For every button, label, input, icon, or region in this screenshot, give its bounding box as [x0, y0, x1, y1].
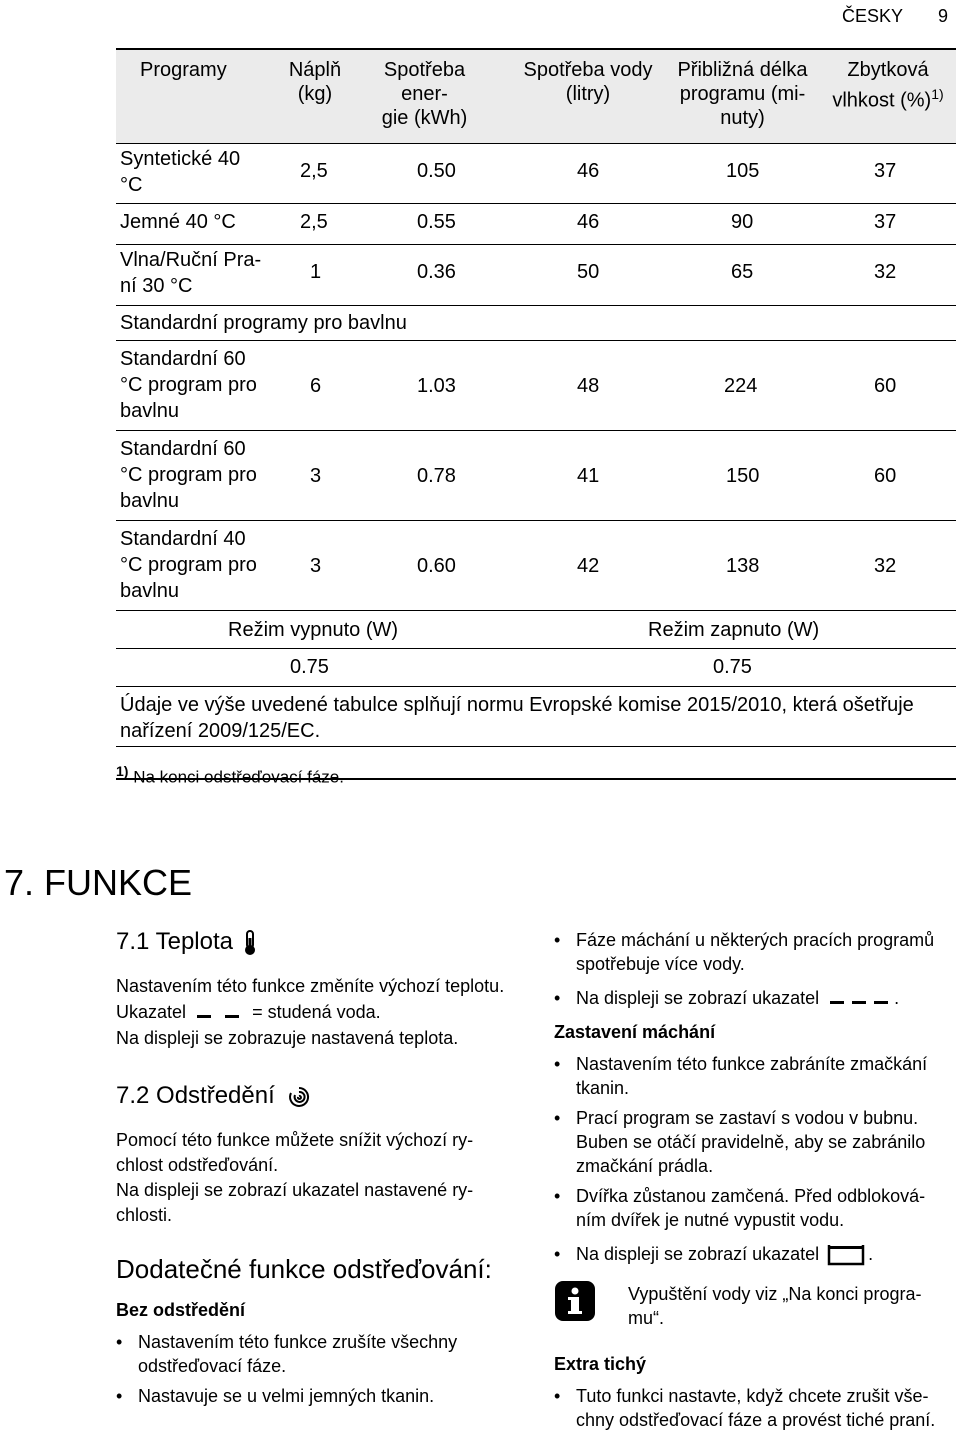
table-rule [116, 430, 956, 431]
spin-desc: Pomocí této funkce můžete snížit výchozí ry- chlost odstřeďování. Na displeji se zobrazí ukazatel nastavené ry- chlosti. [116, 1130, 474, 1225]
load-value: 2,5 [300, 160, 328, 182]
thermometer-icon [244, 930, 256, 956]
load-value: 2,5 [300, 211, 328, 233]
table-rule [116, 610, 956, 611]
header-water: Spotřeba vody (litry) [523, 59, 653, 105]
list-item: • Fáze máchání u některých pracích programů spotřebuje více vody. [576, 928, 934, 976]
mode-off-value: 0.75 [290, 656, 329, 678]
extra-quiet-title: Extra tichý [554, 1354, 647, 1374]
subsection-title-spin: 7.2 Odstředění [116, 1082, 311, 1110]
table-note: Údaje ve výše uvedené tabulce splňují normu Evropské komise 2015/2010, která ošetřuje nařízení 2009/125/EC. [120, 694, 914, 742]
list-item: • Prací program se zastaví s vodou v bubnu. Buben se otáčí pravidelně, aby se zabránilo zmačkání prádla. [576, 1106, 925, 1178]
mode-on-label: Režim zapnuto (W) [648, 619, 820, 641]
moisture-value: 60 [874, 375, 897, 397]
list-item: • Na displeji se zobrazí ukazatel . [576, 1242, 873, 1267]
rinse-hold-title: Zastavení máchání [554, 1022, 716, 1042]
program-name: Jemné 40 °C [120, 211, 236, 233]
triple-dash-icon [826, 992, 892, 1006]
water-value: 41 [577, 465, 600, 487]
list-item: • Tuto funkci nastavte, když chcete zrušit vše- chny odstřeďovací fáze a provést tiché praní. [576, 1384, 935, 1432]
moisture-value: 32 [874, 555, 897, 577]
extra-functions-title: Dodatečné funkce odstřeďování: [116, 1254, 492, 1284]
program-name: Syntetické 40 °C [120, 148, 241, 196]
temperature-display: Na displeji se zobrazuje nastavená teplota. [116, 1028, 459, 1048]
moisture-value: 60 [874, 465, 897, 487]
energy-value: 0.78 [417, 465, 456, 487]
program-name: Vlna/Ruční Pra- ní 30 °C [120, 249, 262, 297]
subsection-title-temperature: 7.1 Teplota [116, 928, 256, 956]
program-name: Standardní 60 °C program pro bavlnu [120, 348, 257, 422]
water-value: 50 [577, 261, 600, 283]
water-value: 48 [577, 375, 600, 397]
info-note: Vypuštění vody viz „Na konci progra- mu“. [628, 1284, 922, 1328]
energy-value: 0.50 [417, 160, 456, 182]
cold-dashes-icon [195, 1006, 243, 1020]
duration-value: 65 [731, 261, 754, 283]
footnote: $^{1)}$ Na konci odstřeďovací fáze. [116, 763, 344, 787]
mode-off-label: Režim vypnuto (W) [228, 619, 399, 641]
duration-value: 224 [724, 375, 758, 397]
list-item: • Nastavením této funkce zrušíte všechny odstřeďovací fáze. [138, 1330, 457, 1378]
table-rule [116, 305, 956, 306]
energy-value: 0.55 [417, 211, 456, 233]
list-item: • Nastavuje se u velmi jemných tkanin. [138, 1384, 434, 1408]
water-value: 42 [577, 555, 600, 577]
page-number: 9 [938, 6, 949, 26]
load-value: 3 [310, 555, 322, 577]
info-icon [554, 1280, 596, 1322]
moisture-value: 32 [874, 261, 897, 283]
duration-value: 138 [726, 555, 760, 577]
list-item: • Dvířka zůstanou zamčená. Před odbloková- ním dvířek je nutné vypustit vodu. [576, 1184, 925, 1232]
program-name: Standardní 60 °C program pro bavlnu [120, 438, 257, 512]
section-title: 7. FUNKCE [4, 862, 193, 903]
energy-value: 1.03 [417, 375, 456, 397]
water-value: 46 [577, 160, 600, 182]
table-rule [116, 244, 956, 245]
page-language: ČESKY [842, 6, 904, 26]
table-rule [116, 48, 956, 50]
table-rule [116, 648, 956, 649]
energy-value: 0.60 [417, 555, 456, 577]
header-load: Náplň (kg) [288, 59, 342, 105]
spin-icon [287, 1085, 311, 1109]
load-value: 3 [310, 465, 322, 487]
table-rule [116, 143, 956, 144]
moisture-value: 37 [874, 211, 897, 233]
header-duration: Přibližná délka programu (mi- nuty) [677, 59, 808, 129]
water-in-drum-icon [826, 1243, 866, 1267]
header-programs: Programy [140, 59, 227, 81]
duration-value: 90 [731, 211, 754, 233]
energy-value: 0.36 [417, 261, 456, 283]
table-rule [116, 520, 956, 521]
duration-value: 105 [726, 160, 760, 182]
temperature-desc: Nastavením této funkce změníte výchozí teplotu. [116, 976, 505, 996]
table-rule [116, 686, 956, 687]
no-spin-title: Bez odstředění [116, 1300, 246, 1320]
list-item: • Nastavením této funkce zabráníte zmačkání tkanin. [576, 1052, 927, 1100]
moisture-value: 37 [874, 160, 897, 182]
list-item: • Na displeji se zobrazí ukazatel . [576, 986, 899, 1010]
table-rule [116, 203, 956, 204]
temperature-indicator-line: Ukazatel = studená voda. [116, 1002, 381, 1022]
header-energy: Spotřeba ener- gie (kWh) [381, 59, 468, 129]
water-value: 46 [577, 211, 600, 233]
section-title-cotton: Standardní programy pro bavlnu [120, 312, 407, 334]
program-name: Standardní 40 °C program pro bavlnu [120, 528, 257, 602]
mode-on-value: 0.75 [713, 656, 752, 678]
load-value: 6 [310, 375, 322, 397]
load-value: 1 [310, 261, 322, 283]
table-rule [116, 340, 956, 341]
duration-value: 150 [726, 465, 760, 487]
header-moisture: Zbytková vlhkost (%)$^{1)}$ [832, 59, 944, 112]
table-rule [116, 746, 956, 747]
